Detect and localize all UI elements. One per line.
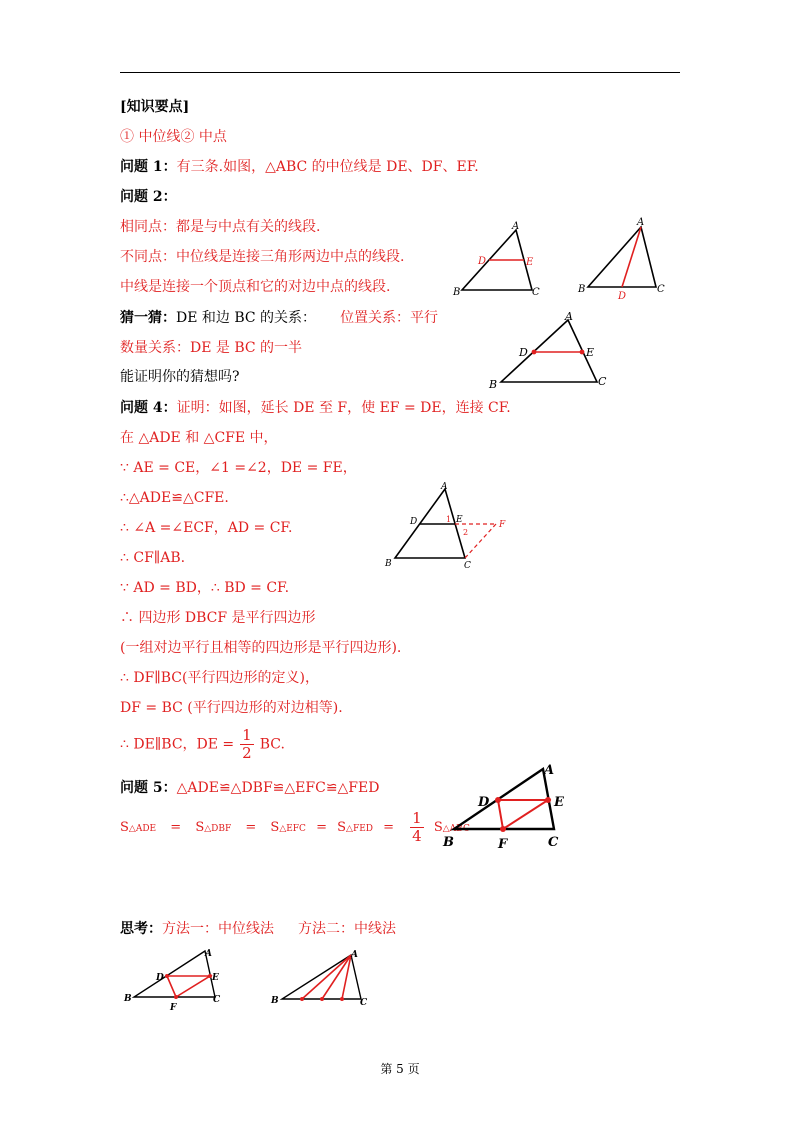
guess-label: 猜一猜： [120, 310, 176, 326]
area-s3: S△EFC [270, 820, 306, 835]
svg-text:E: E [526, 257, 534, 268]
svg-text:B: B [443, 835, 454, 850]
svg-text:E: E [212, 973, 219, 983]
guess-position: 位置关系：平行 [340, 310, 439, 326]
svg-text:A: A [512, 221, 520, 232]
svg-text:A: A [205, 949, 212, 959]
area-s1: S△ADE [120, 820, 157, 835]
eq-4: = [383, 820, 395, 835]
q2-diff: 不同点：中位线是连接三角形两边中点的线段. [120, 249, 405, 265]
eq-2: = [245, 820, 257, 835]
fraction-denominator: 2 [242, 744, 252, 762]
svg-text:E: E [554, 795, 564, 810]
svg-text:D: D [156, 973, 164, 983]
q2-median: 中线是连接一个顶点和它的对边中点的线段. [120, 279, 391, 295]
section-title: [知识要点] [120, 99, 190, 115]
svg-text:D: D [618, 291, 627, 302]
q2-same: 相同点：都是与中点有关的线段. [120, 219, 321, 235]
quarter-numerator: 1 [412, 809, 422, 827]
svg-text:A: A [637, 217, 645, 228]
can-prove: 能证明你的猜想吗? [120, 369, 240, 385]
svg-text:B: B [385, 559, 392, 569]
question-1 [120, 157, 479, 177]
fraction-quarter [410, 810, 424, 845]
q4-line-k: DF = BC (平行四边形的对边相等). [120, 700, 343, 716]
svg-text:D: D [410, 517, 418, 527]
q4-line-b: 在 △ADE 和 △CFE 中， [120, 430, 278, 446]
fraction-numerator: 1 [242, 726, 252, 744]
svg-text:B: B [124, 994, 132, 1004]
svg-text:C: C [548, 835, 559, 850]
svg-text:A: A [544, 763, 555, 778]
key-points-line: ① 中位线② 中点 [120, 129, 227, 145]
area-s4: S△FED [337, 820, 373, 835]
q5-text: △ADE≌△DBF≌△EFC≌△FED [176, 780, 380, 796]
svg-text:C: C [213, 995, 221, 1005]
think-line [120, 919, 396, 939]
figure-four-triangles [440, 762, 580, 852]
svg-text:C: C [657, 284, 665, 295]
svg-text:C: C [532, 287, 540, 298]
page-number: 第 5 页 [380, 1062, 420, 1076]
svg-text:A: A [441, 482, 448, 492]
q4-line-i: (一组对边平行且相等的四边形是平行四边形). [120, 640, 402, 656]
q4-line-c: ∵ AE = CE，∠1 =∠2，DE = FE， [120, 460, 357, 476]
svg-text:A: A [351, 950, 358, 960]
area-s5: S△ABC [433, 820, 470, 835]
svg-text:B: B [489, 378, 498, 391]
header-rule [120, 72, 680, 73]
svg-text:D: D [478, 795, 490, 810]
svg-text:E: E [586, 346, 595, 359]
figure-proof [383, 480, 518, 575]
q4-line-f: ∴ CF∥AB. [120, 550, 186, 566]
q5-label: 问题 5： [120, 780, 177, 796]
svg-text:B: B [271, 996, 279, 1006]
svg-text:D: D [478, 256, 487, 267]
eq-3: = [316, 820, 327, 835]
figure-median-triangle [575, 215, 675, 305]
figure-midline-triangle [450, 220, 550, 300]
q2-label: 问题 2： [120, 189, 177, 205]
quarter-denominator: 4 [412, 827, 422, 845]
svg-text:B: B [578, 284, 586, 295]
fraction-half [240, 727, 254, 762]
q1-label: 问题 1： [120, 159, 177, 175]
question-5 [120, 778, 379, 798]
area-equation [120, 810, 470, 847]
guess-line [120, 308, 438, 328]
q4-line-h: ∴ 四边形 DBCF 是平行四边形 [120, 610, 316, 626]
figure-method-median [265, 945, 385, 1015]
svg-text:2: 2 [463, 528, 469, 537]
q4-conclusion-pre: ∴ DE∥BC，DE = [120, 736, 235, 753]
think-label: 思考： [120, 921, 162, 937]
svg-text:1: 1 [446, 515, 452, 524]
think-method-2: 方法二：中线法 [298, 921, 396, 937]
svg-text:C: C [464, 561, 471, 571]
svg-text:E: E [456, 515, 463, 525]
guess-quantity: 数量关系：DE 是 BC 的一半 [120, 340, 303, 356]
area-s2: S△DBF [195, 820, 232, 835]
svg-text:A: A [565, 310, 573, 323]
q1-text: 有三条.如图，△ABC 的中位线是 DE、DF、EF. [176, 159, 479, 175]
figure-method-midline [120, 945, 230, 1015]
q4-line-j: ∴ DF∥BC(平行四边形的定义)， [120, 670, 319, 686]
q4-line-d: ∴△ADE≌△CFE. [120, 490, 229, 506]
eq-1: = [170, 820, 182, 835]
guess-text: DE 和边 BC 的关系： [176, 310, 317, 326]
svg-text:D: D [519, 346, 528, 359]
q4-line-g: ∵ AD = BD，∴ BD = CF. [120, 580, 290, 596]
svg-text:B: B [453, 287, 461, 298]
svg-text:C: C [360, 998, 368, 1008]
svg-text:F: F [498, 837, 508, 852]
q4-proof-intro: 证明：如图，延长 DE 至 F，使 EF = DE，连接 CF. [176, 400, 511, 416]
question-4 [120, 398, 511, 418]
q4-line-e: ∴ ∠A =∠ECF，AD = CF. [120, 520, 293, 536]
svg-text:F: F [499, 520, 506, 530]
figure-guess-triangle [485, 312, 615, 392]
q4-conclusion [120, 727, 285, 762]
think-method-1: 方法一：中位线法 [162, 921, 274, 937]
q4-label: 问题 4： [120, 400, 177, 416]
svg-text:C: C [598, 375, 607, 388]
q4-conclusion-post: BC. [259, 736, 285, 753]
svg-text:F: F [170, 1003, 177, 1013]
